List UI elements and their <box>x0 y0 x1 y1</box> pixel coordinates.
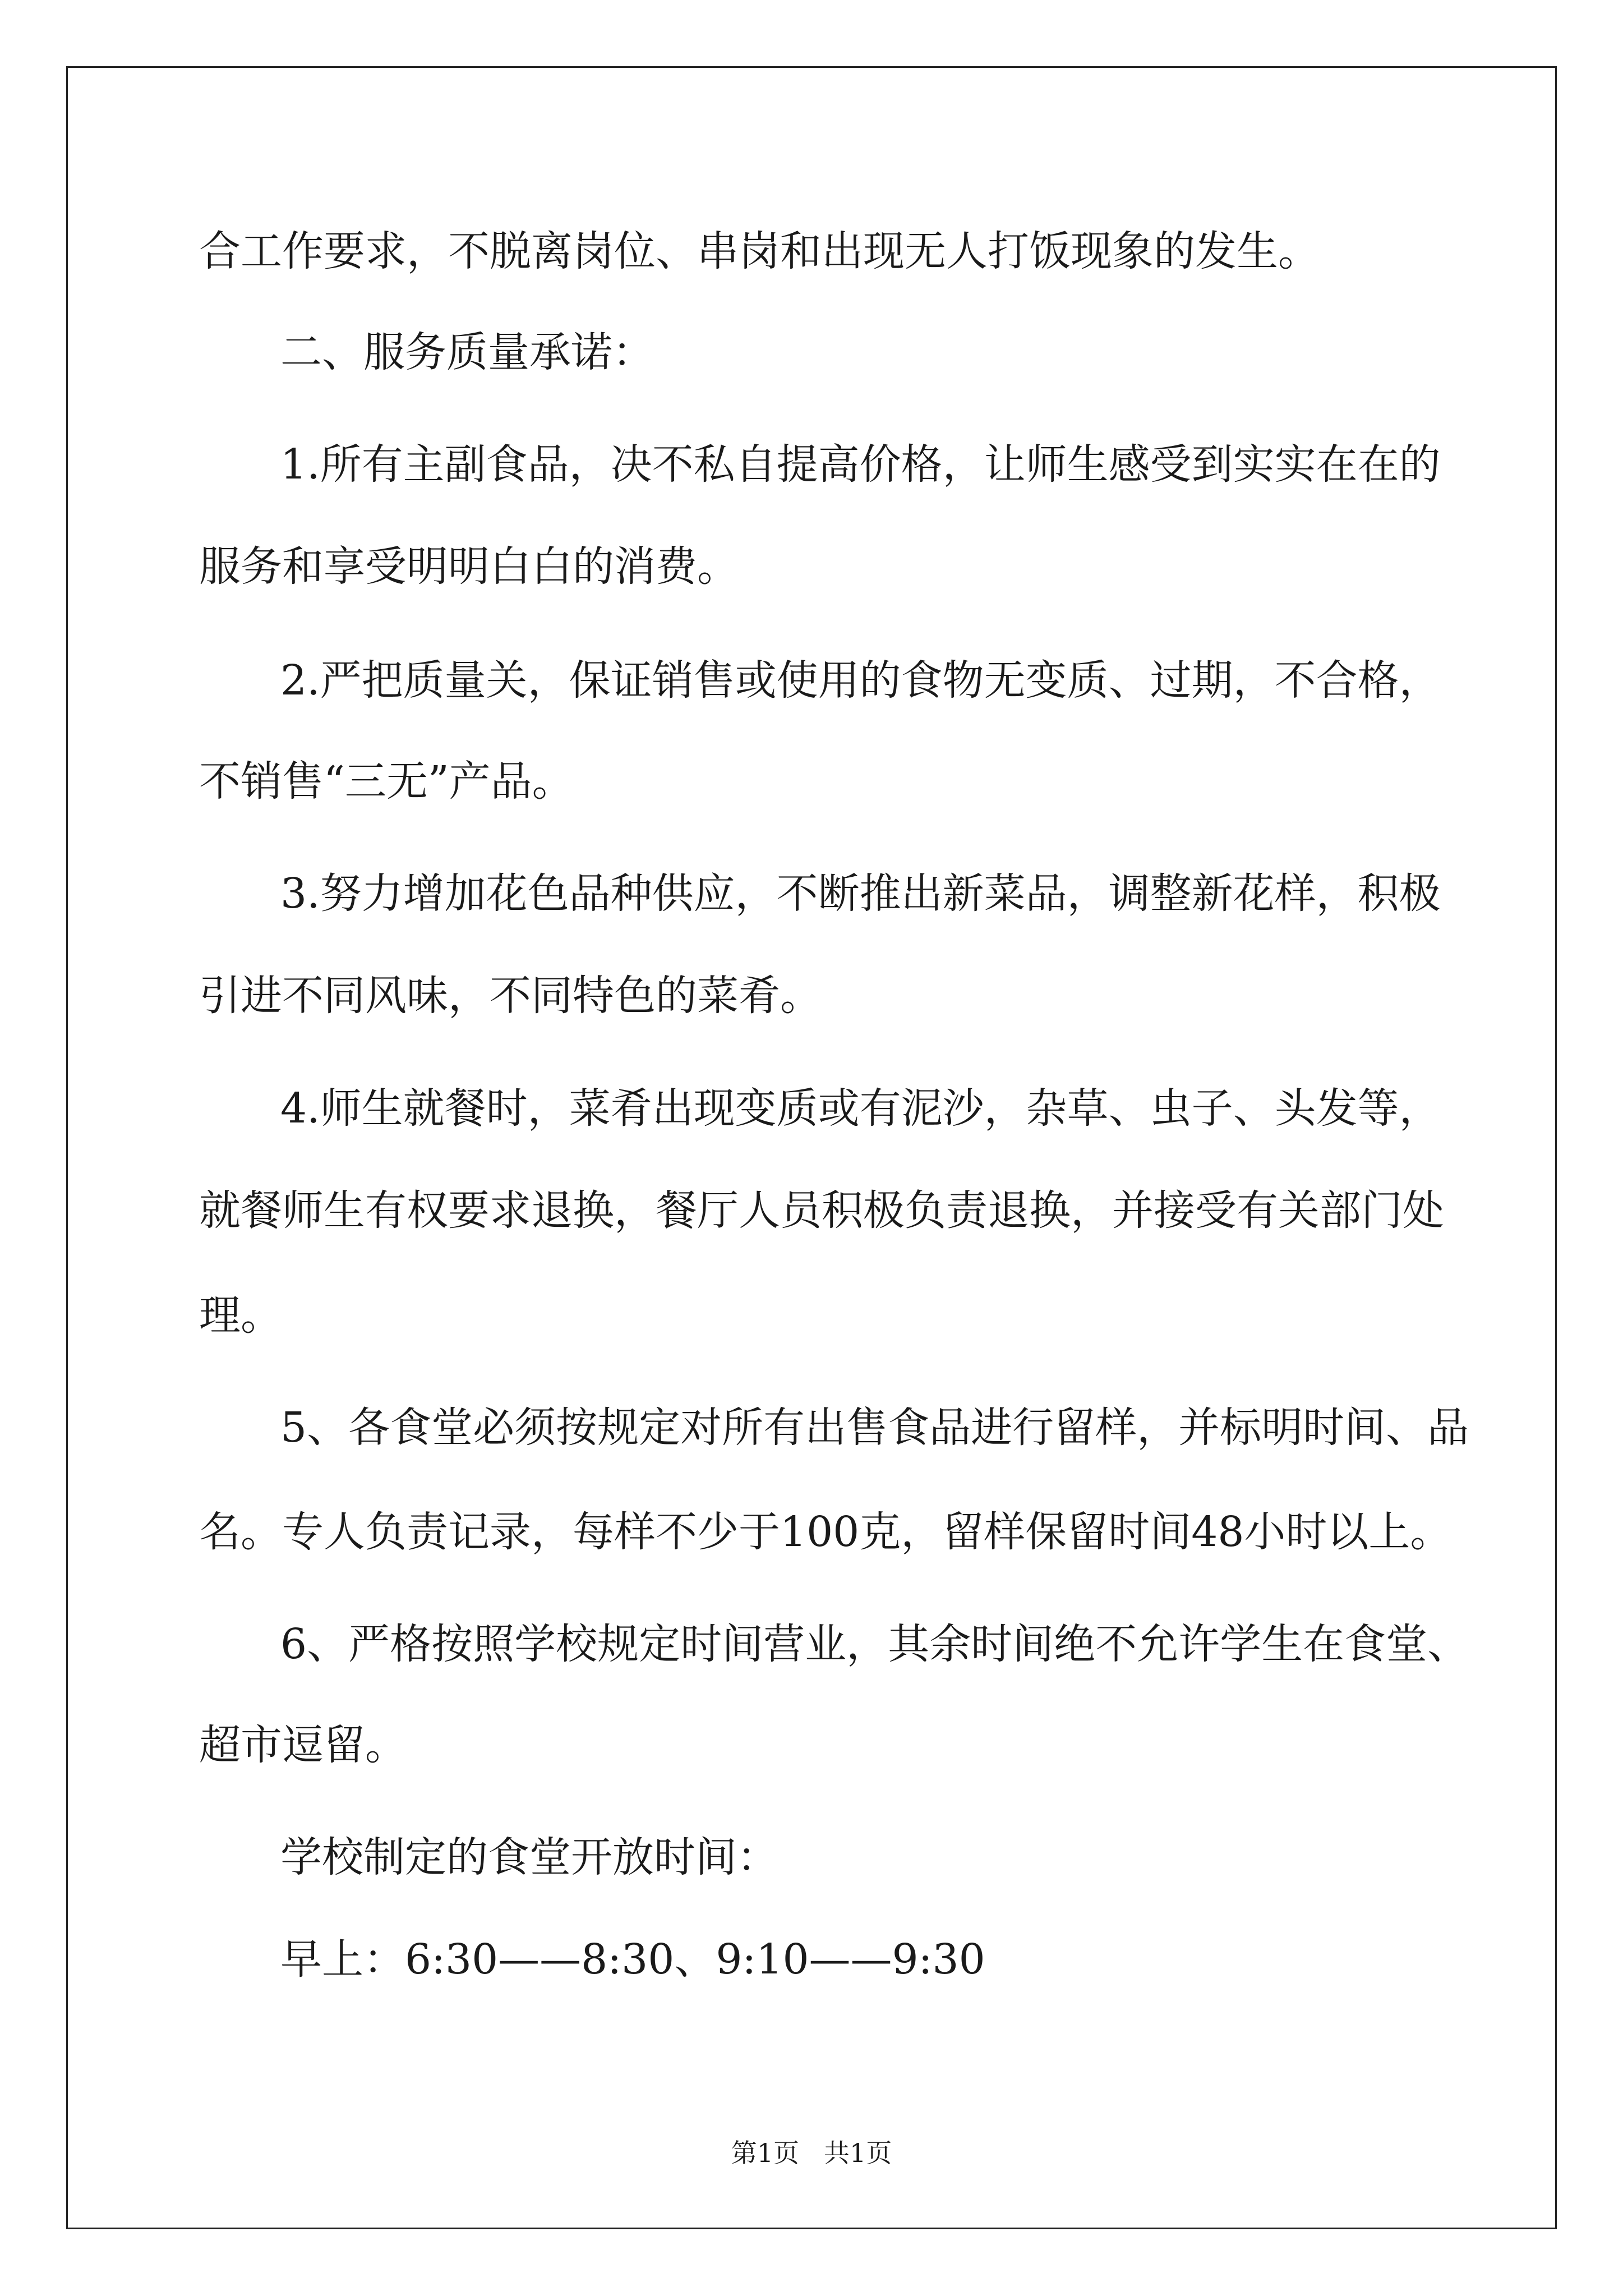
text-line-7: 3.努力增加花色品种供应，不断推出新菜品，调整新花样，积极 <box>280 869 1441 918</box>
text-line-16: 学校制定的食堂开放时间： <box>280 1833 778 1881</box>
section-heading-service-quality: 二、服务质量承诺： <box>280 328 654 376</box>
page-border <box>66 66 1557 2229</box>
text-line-8: 引进不同风味，不同特色的菜肴。 <box>199 972 822 1020</box>
text-line-1: 合工作要求，不脱离岗位、串岗和出现无人打饭现象的发生。 <box>199 227 1320 275</box>
text-line-11: 理。 <box>199 1291 282 1340</box>
text-line-5: 2.严把质量关，保证销售或使用的食物无变质、过期，不合格， <box>280 656 1441 705</box>
text-line-17: 早上：6:30——8:30、9:10——9:30 <box>280 1935 985 1984</box>
text-line-13: 名。专人负责记录，每样不少于100克，留样保留时间48小时以上。 <box>199 1508 1452 1556</box>
page-number: 第1页 <box>731 2138 799 2168</box>
text-line-10: 就餐师生有权要求退换，餐厅人员积极负责退换，并接受有关部门处 <box>199 1186 1444 1235</box>
text-line-4: 服务和享受明明白白的消费。 <box>199 542 739 591</box>
text-line-12: 5、各食堂必须按规定对所有出售食品进行留样，并标明时间、品 <box>280 1404 1469 1452</box>
text-line-9: 4.师生就餐时，菜肴出现变质或有泥沙，杂草、虫子、头发等， <box>280 1084 1441 1133</box>
page-footer <box>0 2136 1623 2170</box>
text-line-14: 6、严格按照学校规定时间营业，其余时间绝不允许学生在食堂、 <box>280 1620 1469 1668</box>
text-line-6: 不销售“三无”产品。 <box>199 757 574 806</box>
page-total: 共1页 <box>824 2138 892 2168</box>
text-line-3: 1.所有主副食品，决不私自提高价格，让师生感受到实实在在的 <box>280 440 1441 489</box>
text-line-15: 超市逗留。 <box>199 1721 407 1769</box>
